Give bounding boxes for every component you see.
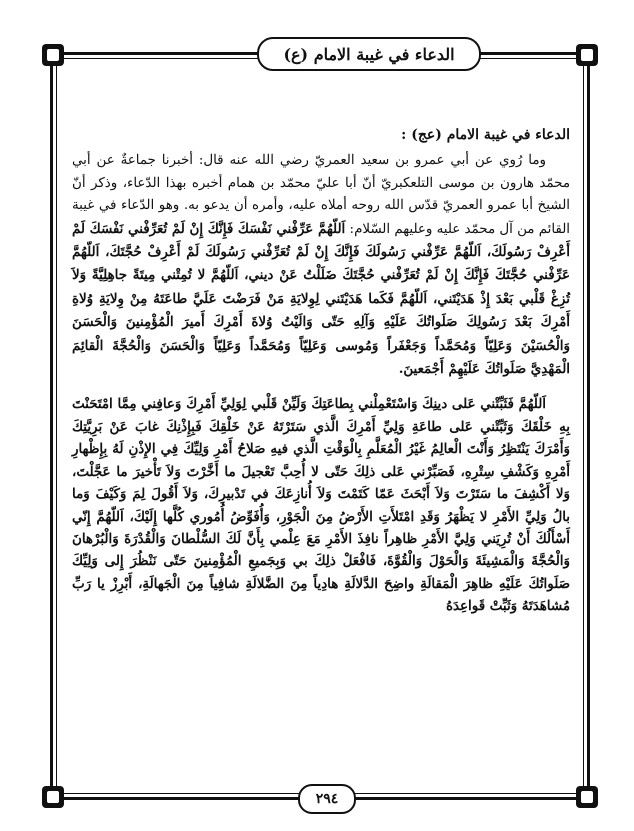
paragraph: [72, 150, 570, 381]
running-header: [257, 37, 481, 71]
page-body: [72, 124, 570, 618]
page-number: ٢٩٤: [315, 791, 339, 807]
narration-text: وما رُوي عن أبي عمرو بن سعيد العمريّ رضي الله عنه قال: أخبرنا جماعةٌ عن أبي محمّد هارون بن موسى التلعكبريّ أنّ أبا عليّ محمّد بن همام أخبره بهذا الدّعاء، وذكر أنّ الشيخ أبا عمرو العمريّ قدّس الله روحه أملاه عليه، وأمره أن يدعو به. وهو الدّعاء في غيبة القائم من آل محمّد عليه وعليهم السّلام:: [72, 153, 570, 237]
page-number-badge: [298, 784, 356, 814]
page-border-frame: [50, 44, 590, 807]
prayer-text: اَللّهُمَّ عَرِّفْني نَفْسَكَ فَإِنَّكَ إِنْ لَمْ تُعَرِّفْني نَفْسَكَ لَمْ أَعْرِفْ رَسُولَكَ، اَللّهُمَّ عَرِّفْني رَسُولَكَ فَإِنَّكَ إِنْ لَمْ تُعَرِّفْني رَسُولَكَ لَمْ أَعْرِفْ حُجَّتَكَ، اَللّهُمَّ عَرِّفْني حُجَّتَكَ فَإِنَّكَ إِنْ لَمْ تُعَرِّفْني حُجَّتَكَ ضَلَلْتُ عَنْ ديني، اَللّهُمَّ لا تُمِتْني مِيتَةً جاهِلِيَّةً وَلاَ تُزِغْ قَلْبي بَعْدَ إِذْ هَدَيْتَني، اَللّهُمَّ فَكَما هَدَيْتَني لِوِلايَةِ مَنْ فَرَضْتَ عَلَيَّ طاعَتَهُ مِنْ وِلايَةِ وُلاةِ أَمْرِكَ بَعْدَ رَسُولِكَ صَلَواتُكَ عَلَيْهِ وَآلِهِ حَتّى وَالَيْتُ وُلاةَ أَمْرِكَ أَميرَ الْمُؤْمِنينَ وَالْحَسَنَ وَالْحُسَيْنَ وَعَلِيّاً وَمُحَمَّداً وَجَعْفَراً وَمُوسى وَعَلِيّاً وَمُحَمَّداً وَعَلِيّاً وَالْحَسَنَ وَالْحُجَّةَ الْقائِمَ الْمَهْدِيَّ صَلَواتُكَ عَلَيْهِمْ أَجْمَعينَ.: [72, 220, 570, 378]
ornament-corner-icon: [42, 786, 64, 808]
ornament-corner-icon: [42, 44, 64, 66]
header-title: الدعاء في غيبة الامام (ع): [283, 44, 455, 64]
section-heading: الدعاء في غيبة الامام (عج) :: [401, 127, 570, 143]
paragraph: [72, 393, 570, 617]
prayer-text: اَللّهُمَّ فَثَبِّتْني عَلى دينِكَ وَاسْتَعْمِلْني بِطاعَتِكَ وَلَيِّنْ قَلْبي لِوَلِيِّ أَمْرِكَ وَعافِني مِمَّا امْتَحَنْتَ بِهِ خَلْقَكَ وَثَبِّتْني عَلى طاعَةِ وَلِيِّ أَمْرِكَ الَّذي سَتَرْتَهُ عَنْ خَلْقِكَ فَبِإِذْنِكَ غابَ عَنْ بَرِيَّتِكَ وَأَمْرَكَ يَنْتَظِرُ وَأَنْتَ الْعالِمُ غَيْرُ الْمُعَلَّمِ بِالْوَقْتِ الَّذي فيهِ صَلاحُ أَمْرِ وَلِيِّكَ فِي الإِذْنِ لَهُ بِإِظْهارِ أَمْرِهِ وَكَشْفِ سِتْرِهِ، فَصَبِّرْني عَلى ذلِكَ حَتّى لا أُحِبَّ تَعْجيلَ ما أَخَّرْتَ وَلاَ تَأْخيرَ ما عَجَّلْتَ، وَلا أَكْشِفَ ما سَتَرْتَ وَلاَ أَبْحَثَ عَمّا كَتَمْتَ وَلاَ أُنازِعَكَ في تَدْبيرِكَ، وَلاَ أَقُولَ لِمَ وَكَيْفَ وَما بالُ وَلِيِّ الأَمْرِ لا يَظْهَرُ وَقَدِ امْتَلأَتِ الأَرْضُ مِنَ الْجَوْرِ، وَأُفَوِّضُ أُمُوري كُلَّها إِلَيْكَ، اَللّهُمَّ إِنّي أَسْأَلُكَ أَنْ تُرِيَني وَلِيَّ الأَمْرِ ظاهِراً نافِذَ الأَمْرِ مَعَ عِلْمي بِأَنَّ لَكَ السُّلْطانَ وَالْقُدْرَةَ وَالْبُرْهانَ وَالْحُجَّةَ وَالْمَشِيئَةَ وَالْحَوْلَ وَالْقُوَّةَ، فَافْعَلْ ذلِكَ بي وَبِجَميعِ الْمُؤْمِنينَ حَتّى نَنْظُرَ إِلى وَلِيِّكَ صَلَواتُكَ عَلَيْهِ ظاهِرَ الْمَقالَةِ واضِحَ الدَّلالَةِ هادِياً مِنَ الضَّلالَةِ شافِياً مِنَ الْجَهالَةِ، أَبْرِزْ يا رَبِّ مُشاهَدَتَهُ وَثَبِّتْ قَواعِدَهُ: [72, 396, 570, 615]
ornament-corner-icon: [576, 44, 598, 66]
ornament-corner-icon: [576, 786, 598, 808]
